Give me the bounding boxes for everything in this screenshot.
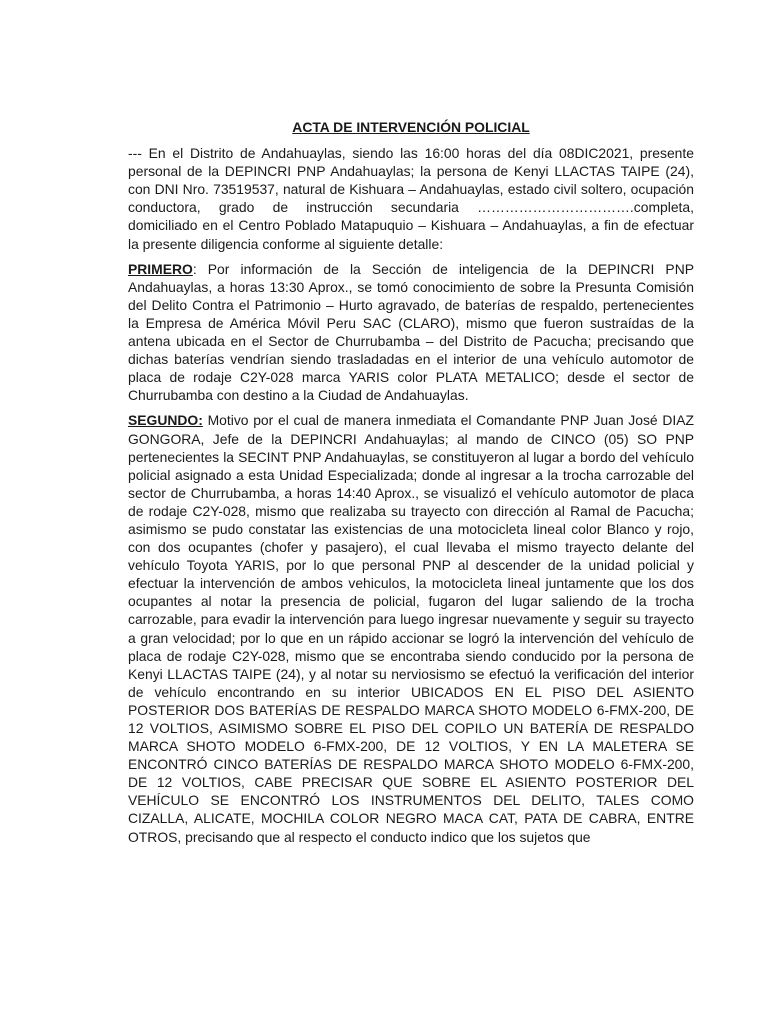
document-page (128, 118, 694, 853)
segundo-paragraph (128, 411, 694, 845)
segundo-label: SEGUNDO: (128, 412, 203, 429)
primero-text: : Por información de la Sección de inteligencia de la DEPINCRI PNP Andahuaylas, a horas 13:30 Aprox., se tomó conocimiento de sobre la Presunta Comisión del Delito Contra el Patrimonio – Hurto agravado, de baterías de respaldo, pertenecientes la Empresa de América Móvil Peru SAC (CLARO), mismo que fueron sustraídas de la antena ubicada en el Sector de Churrubamba – del Distrito de Pacucha; precisando que dichas baterías vendrían siendo trasladadas en el interior de una vehículo automotor de placa de rodaje C2Y-028 marca YARIS color PLATA METALICO; desde el sector de Churrubamba con destino a la Ciudad de Andahuaylas. (128, 260, 694, 404)
document-title: ACTA DE INTERVENCIÓN POLICIAL (292, 119, 530, 135)
primero-paragraph (128, 260, 694, 405)
primero-label: PRIMERO (128, 260, 193, 277)
segundo-text: Motivo por el cual de manera inmediata el Comandante PNP Juan José DIAZ GONGORA, Jefe de la DEPINCRI Andahuaylas; al mando de CINCO (05) SO PNP pertenecientes la SECINT PNP Andahuaylas, se constituyeron al lugar a bordo del vehículo policial asignado a esta Unidad Especializada; donde al ingresar a la trocha carrozable del sector de Churrubamba, a horas 14:40 Aprox., se visualizó el vehículo automotor de placa de rodaje C2Y-028, mismo que realizaba su trayecto con dirección al Ramal de Pacucha; asimismo se pudo constatar las existencias de una motocicleta lineal color Blanco y rojo, con dos ocupantes (chofer y pasajero), el cual llevaba el mismo trayecto delante del vehículo Toyota YARIS, por lo que personal PNP al descender de la unidad policial y efectuar la intervención de ambos vehiculos, la motocicleta lineal juntamente que los dos ocupantes al notar la presencia de policial, fugaron del lugar saliendo de la trocha carrozable, para evadir la intervención para luego ingresar nuevamente y seguir su trayecto a gran velocidad; por lo que en un rápido accionar se logró la intervención del vehículo de placa de rodaje C2Y-028, mismo que se encontraba siendo conducido por la persona de Kenyi LLACTAS TAIPE (24), y al notar su nerviosismo se efectuó la verificación del interior de vehículo encontrando en su interior UBICADOS EN EL PISO DEL ASIENTO POSTERIOR DOS BATERÍAS DE RESPALDO MARCA SHOTO MODELO 6-FMX-200, DE 12 VOLTIOS, ASIMISMO SOBRE EL PISO DEL COPILO UN BATERÍA DE RESPALDO MARCA SHOTO MODELO 6-FMX-200, DE 12 VOLTIOS, Y EN LA MALETERA SE ENCONTRÓ CINCO BATERÍAS DE RESPALDO MARCA SHOTO MODELO 6-FMX-200, DE 12 VOLTIOS, CABE PRECISAR QUE SOBRE EL ASIENTO POSTERIOR DEL VEHÍCULO SE ENCONTRÓ LOS INSTRUMENTOS DEL DELITO, TALES COMO CIZALLA, ALICATE, MOCHILA COLOR NEGRO MACA CAT, PATA DE CABRA, ENTRE OTROS, precisando que al respecto el conducto indico que los sujetos que (128, 412, 694, 845)
intro-paragraph: --- En el Distrito de Andahuaylas, siendo las 16:00 horas del día 08DIC2021, presente personal de la DEPINCRI PNP Andahuaylas; la persona de Kenyi LLACTAS TAIPE (24), con DNI Nro. 73519537, natural de Kishuara – Andahuaylas, estado civil soltero, ocupación conductora, grado de instrucción secundaria …………………………….completa, domiciliado en el Centro Poblado Matapuquio – Kishuara – Andahuaylas, a fin de efectuar la presente diligencia conforme al siguiente detalle: (128, 145, 694, 252)
